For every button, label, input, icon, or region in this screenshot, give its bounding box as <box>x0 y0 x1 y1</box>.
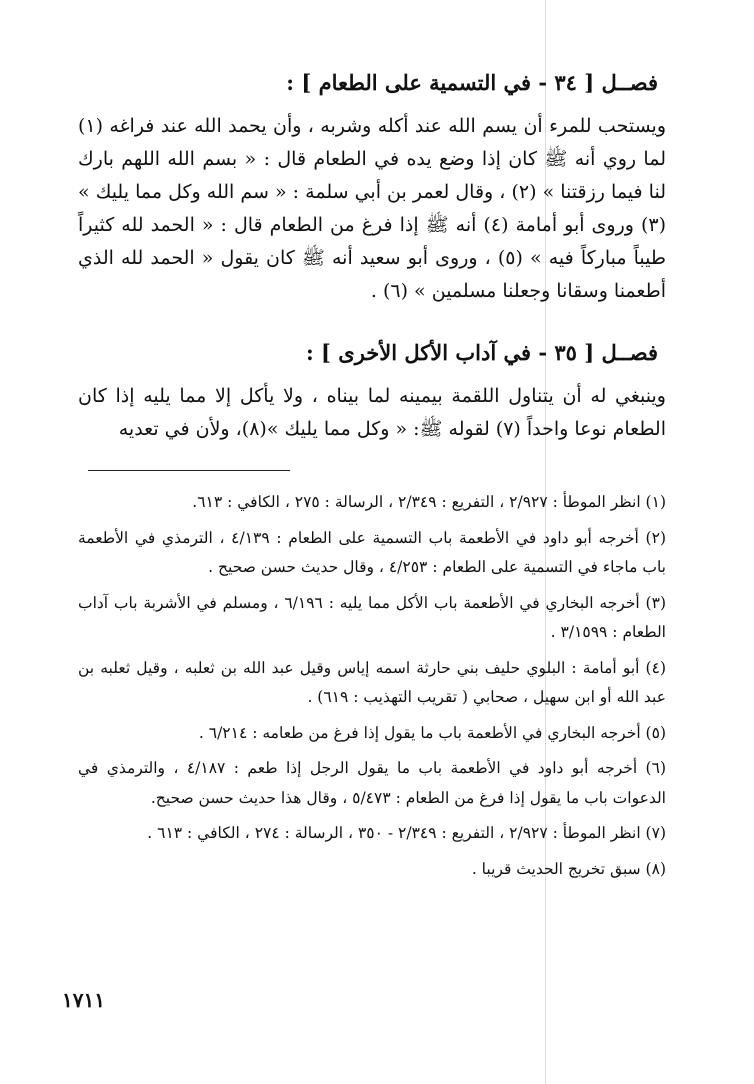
footnote-7: (٧) انظر الموطأ : ٢/٩٢٧ ، التفريع : ٢/٣٤٩ - ٣٥٠ ، الرسالة : ٢٧٤ ، الكافي : ٦١٣ . <box>147 824 666 842</box>
section-heading-35: فصــل [ ٣٥ - في آداب الأكل الأخرى ] : <box>305 340 658 365</box>
page-number: ١٧١١ <box>62 988 105 1012</box>
section-34-paragraph: ويستحب للمرء أن يسم الله عند أكله وشربه ، وأن يحمد الله عند فراغه (١) لما روي أنه ﷺ كان إذا وضع يده في الطعام قال : « بسم الله اللهم بارك لنا فيما رزقتنا » (٢) ، وقال لعمر بن أبي سلمة : « سم الله وكل مما يليك » (٣) وروى أبو أمامة (٤) أنه ﷺ إذا فرغ من الطعام قال : « الحمد لله كثيراً طيباً مباركاً فيه » (٥) ، وروى أبو سعيد أنه ﷺ كان يقول « الحمد لله الذي أطعمنا وسقانا وجعلنا مسلمين » (٦) . <box>78 115 667 302</box>
footnote-1: (١) انظر الموطأ : ٢/٩٢٧ ، التفريع : ٢/٣٤٩ ، الرسالة : ٢٧٥ ، الكافي : ٦١٣. <box>192 493 666 511</box>
footnote-2: (٢) أخرجه أبو داود في الأطعمة باب التسمية على الطعام : ٤/١٣٩ ، الترمذي في الأطعمة باب ماجاء في التسمية على الطعام : ٤/٢٥٣ ، وقال حديث حسن صحيح . <box>78 528 666 576</box>
footnotes <box>78 488 666 890</box>
footnote-6: (٦) أخرجه أبو داود في الأطعمة باب ما يقول الرجل إذا طعم : ٤/١٨٧ ، والترمذي في الدعوات باب ما يقول إذا فرغ من الطعام : ٥/٤٧٣ ، وقال هذا حديث حسن صحيح. <box>78 759 666 807</box>
footnote-5: (٥) أخرجه البخاري في الأطعمة باب ما يقول إذا فرغ من طعامه : ٦/٢١٤ . <box>198 723 666 742</box>
footnote-4: (٤) أبو أمامة : البلوي حليف بني حارثة اسمه إياس وقيل عبد الله بن ثعلبه ، وقيل ثعلبه بن عبد الله أو ابن سهيل ، صحابي ( تقريب التهذيب : ٦١٩) . <box>78 658 666 706</box>
footnote-8: (٨) سبق تخريج الحديث قريبا . <box>471 859 666 878</box>
section-heading-34: فصــل [ ٣٤ - في التسمية على الطعام ] : <box>286 70 658 95</box>
footnote-3: (٣) أخرجه البخاري في الأطعمة باب الأكل مما يليه : ٦/١٩٦ ، ومسلم في الأشربة باب آداب الطعام : ٣/١٥٩٩ . <box>78 593 666 641</box>
footnote-separator <box>88 470 290 471</box>
section-35-paragraph: وينبغي له أن يتناول اللقمة بيمينه لما بيناه ، ولا يأكل إلا مما يليه إذا كان الطعام نوعا واحداً (٧) لقوله ﷺ: « وكل مما يليك »(٨)، ولأن في تعديه <box>78 385 666 440</box>
